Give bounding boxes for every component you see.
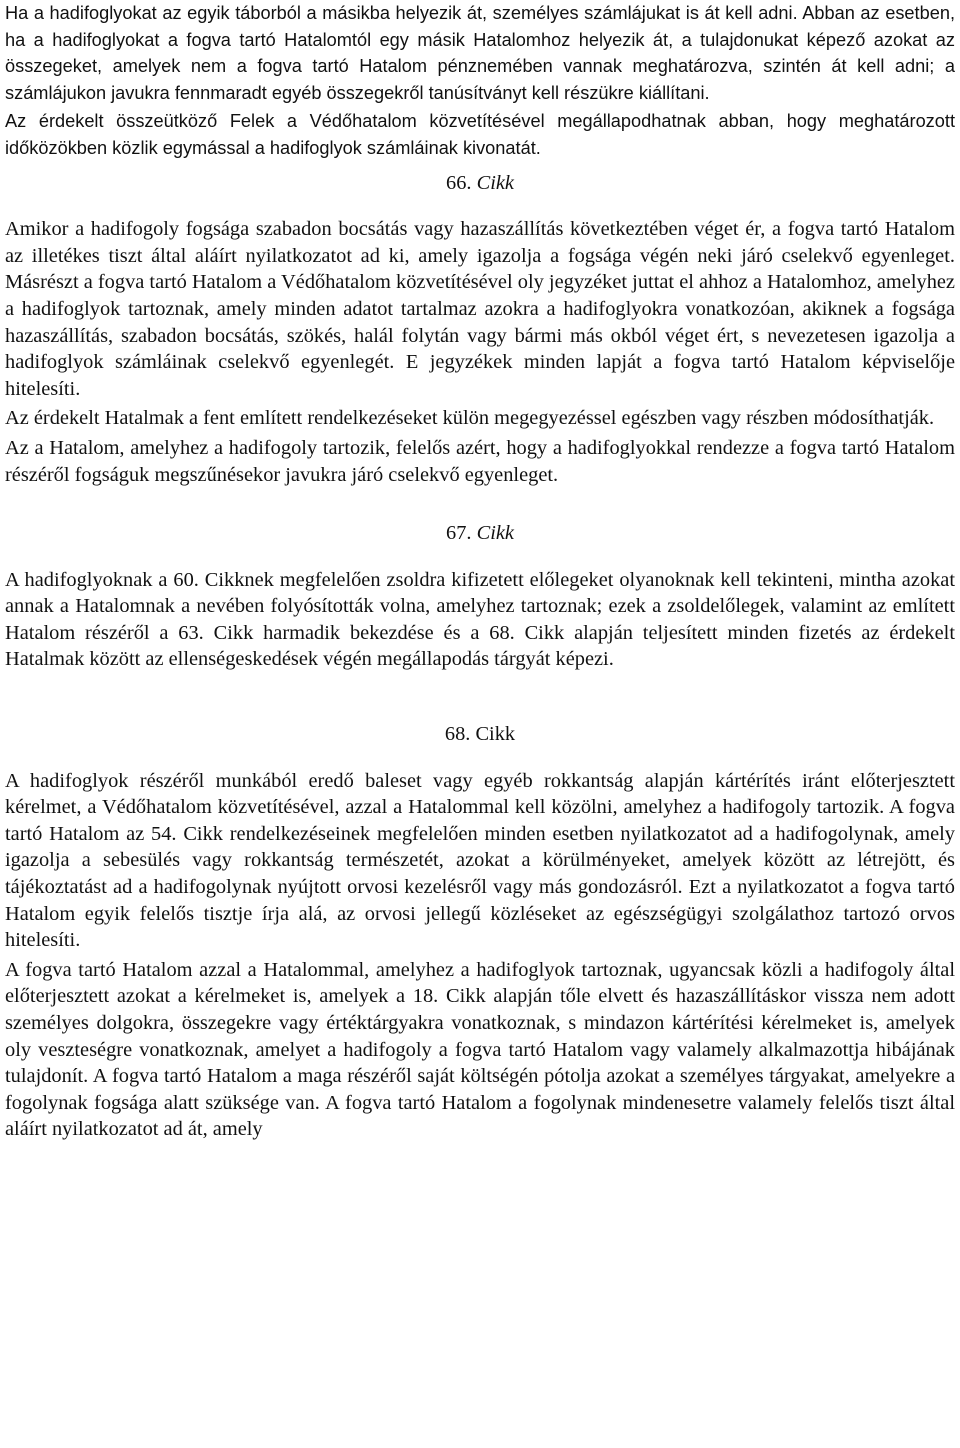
- paragraph-account-transfer: Ha a hadifoglyokat az egyik táborból a másikba helyezik át, személyes számlájukat is át kell adni. Abban az esetben, ha a hadifoglyokat a fogva tartó Hatalomtól egy másik Hatalomhoz helyezik át, a tulajdonukat képező azokat az összegeket, amelyek nem a fogva tartó Hatalom pénznemében vannak meghatározva, szintén át kell adni; a számlájukon javukra fennmaradt egyéb összegekről tanúsítványt kell részükre kiállítani.: [5, 3, 955, 103]
- spacer: [5, 162, 955, 170]
- article-66-heading: [5, 170, 955, 197]
- document-page: [5, 0, 955, 1143]
- article-67-word: Cikk: [476, 522, 514, 545]
- article-67-number: 67.: [446, 522, 472, 545]
- spacer: [5, 196, 955, 216]
- article-66-number: 66.: [446, 171, 472, 194]
- paragraph-article-66-modification: Az érdekelt Hatalmak a fent említett rendelkezéseket külön megegyezéssel egészben vagy részben módosíthatják.: [5, 407, 935, 430]
- paragraph-article-67: A hadifoglyoknak a 60. Cikknek megfelelően zsoldra kifizetett előlegeket olyanoknak kell tekinteni, mintha azokat annak a Hatalomnak a nevében folyósították volna, amelyhez tartoznak; ezek a zsoldelőlegek, valamint az említett Hatalom részéről a 63. Cikk harmadik bekezdése és a 68. Cikk alapján teljesített minden fizetés az érdekelt Hatalmak között az ellenségeskedések végén megállapodás tárgyát képezi.: [5, 568, 955, 671]
- paragraph-article-66-settlement: Az a Hatalom, amelyhez a hadifogoly tartozik, felelős azért, hogy a hadifoglyokkal rendezze a fogva tartó Hatalom részéről fogságuk megszűnésekor javukra járó cselekvő egyenleget.: [5, 436, 955, 486]
- article-68-heading: 68. Cikk: [444, 723, 516, 746]
- paragraph-article-68-claims: A hadifoglyok részéről munkából eredő baleset vagy egyéb rokkantság alapján kártérítés iránt előterjesztett kérelmet, a Védőhatalom közvetítésével, azzal a Hatalommal kell közölni, amelyhez a hadifogoly tartozik. A fogva tartó Hatalom az 54. Cikk rendelkezéseinek megfelelően minden esetben nyilatkozatot ad a hadifogolynak, amely igazolja a sebesülés vagy rokkantság természetét, azokat a körülményeket, amelyek között az létrejött, és tájékoztatást ad a hadifogolynak nyújtott orvosi kezelésről vagy más gondozásról. Ezt a nyilatkozatot a fogva tartó Hatalom egyik felelős tisztje írja alá, az orvosi jellegű közléseket az egészségügyi szolgálathoz tartozó orvos hitelesíti.: [5, 769, 955, 952]
- spacer: [5, 748, 955, 768]
- paragraph-article-66-main: Amikor a hadifogoly fogsága szabadon bocsátás vagy hazaszállítás következtében véget ér, a fogva tartó Hatalom az illetékes tiszt által aláírt nyilatkozatot ad ki, amely igazolja a fogsága végén neki járó cselekvő egyenleget. Másrészt a fogva tartó Hatalom a Védőhatalom közvetítésével oly jegyzéket juttat el ahhoz a Hatalomhoz, amelyhez a hadifoglyok tartoznak, amely minden adatot tartalmaz azokra a hadifoglyokra vonatkozóan, akiknek a fogsága hazaszállítás, szabadon bocsátás, szökés, halál folytán vagy bármi más okból véget ért, s nevezetesen igazolja a hadifoglyok számláinak cselekvő egyenlegét. E jegyzékek minden lapját a fogva tartó Hatalom képviselője hitelesíti.: [5, 218, 955, 400]
- paragraph-account-statements: Az érdekelt összeütköző Felek a Védőhatalom közvetítésével megállapodhatnak abban, hogy meghatározott időközökben közlik egymással a hadifoglyok számláinak kivonatát.: [5, 111, 955, 158]
- article-67-heading: [5, 520, 955, 547]
- spacer: [5, 488, 955, 520]
- article-66-word: Cikk: [476, 171, 514, 194]
- spacer: [5, 547, 955, 567]
- paragraph-article-68-property: A fogva tartó Hatalom azzal a Hatalommal, amelyhez a hadifoglyok tartoznak, ugyancsak közli a hadifogoly által előterjesztett azokat a kérelmeket is, amelyek a 18. Cikk alapján tőle elvett és hazaszállításkor vissza nem adott személyes dolgokra, összegekre vagy értéktárgyakra vonatkoznak, s mindazon kártérítési kérelmeket is, amelyek oly veszteségre vonatkoznak, amelyet a hadifogoly a fogva tartó Hatalom vagy valamely alkalmazottja hibájának tulajdonít. A fogva tartó Hatalom a maga részéről saját költségén pótolja azokat a személyes tárgyakat, amelyekre a fogolynak fogsága alatt szüksége van. A fogva tartó Hatalom a fogolynak mindenesetre valamely felelős tiszt által aláírt nyilatkozatot ad át, amely: [5, 958, 955, 1141]
- spacer: [5, 673, 955, 721]
